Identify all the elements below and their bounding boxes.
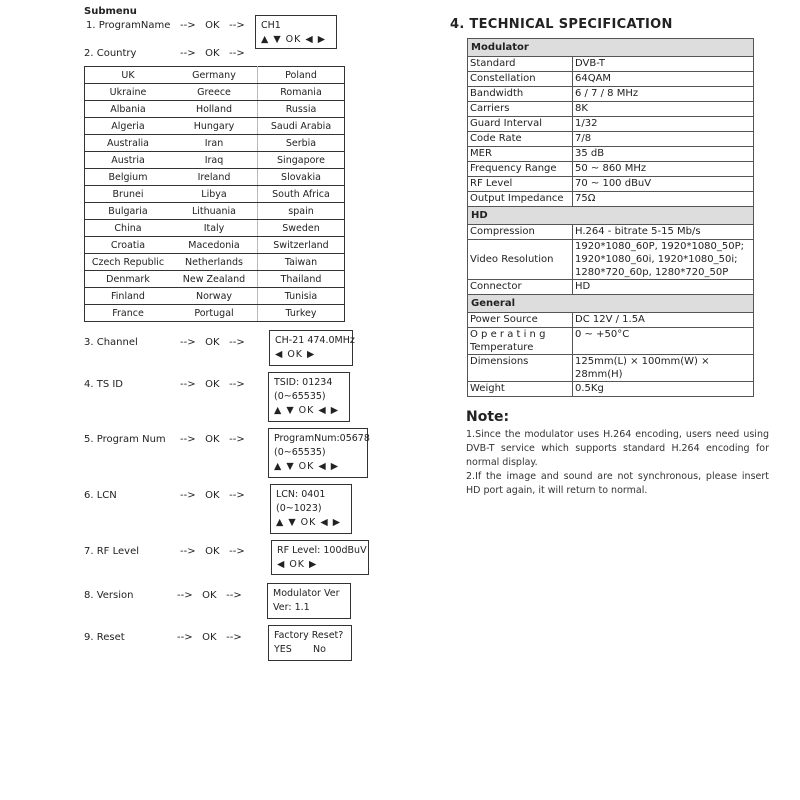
- country-cell: spain: [258, 203, 345, 220]
- country-cell: Libya: [171, 186, 258, 203]
- country-cell: Belgium: [85, 169, 172, 186]
- lcd-lcn: [270, 484, 352, 534]
- lcd-range: (0~65535): [274, 391, 326, 402]
- spec-row: [468, 328, 754, 355]
- spec-row: [468, 147, 754, 162]
- country-row: [85, 67, 345, 84]
- lcd-controls: ▲ ▼ OK ◀ ▶: [261, 34, 327, 45]
- country-cell: Switzerland: [258, 237, 345, 254]
- country-cell: Ireland: [171, 169, 258, 186]
- lcd-controls: ▲ ▼ OK ◀ ▶: [274, 461, 340, 472]
- country-cell: Serbia: [258, 135, 345, 152]
- spec-row: [468, 102, 754, 117]
- spec-key: Compression: [468, 225, 573, 240]
- country-cell: Brunei: [85, 186, 172, 203]
- country-cell: UK: [85, 67, 172, 84]
- spec-group-modulator: [468, 39, 754, 57]
- spec-value: DVB-T: [573, 57, 754, 72]
- country-row: [85, 186, 345, 203]
- country-row: [85, 101, 345, 118]
- spec-row: [468, 57, 754, 72]
- arrow-ok: --> OK -->: [180, 48, 245, 59]
- note-title: Note:: [466, 409, 510, 425]
- menu-item-lcn: 6. LCN: [84, 490, 117, 501]
- menu-item-channel: 3. Channel: [84, 337, 138, 348]
- spec-key: Connector: [468, 280, 573, 295]
- arrow-ok: --> OK -->: [180, 546, 245, 557]
- country-cell: China: [85, 220, 172, 237]
- spec-row: [468, 72, 754, 87]
- country-row: [85, 152, 345, 169]
- spec-row: [468, 192, 754, 207]
- arrow-ok: --> OK -->: [180, 379, 245, 390]
- country-cell: Turkey: [258, 305, 345, 322]
- spec-group-general: [468, 295, 754, 313]
- spec-row: [468, 240, 754, 280]
- spec-row: [468, 87, 754, 102]
- country-row: [85, 305, 345, 322]
- spec-key: O p e r a t i n g Temperature: [468, 328, 573, 355]
- lcd-program-name: [255, 15, 337, 49]
- spec-group-header: HD: [468, 207, 754, 225]
- spec-row: [468, 313, 754, 328]
- spec-value: 0 ~ +50°C: [573, 328, 754, 355]
- lcd-ts-id: [268, 372, 350, 422]
- spec-value: 35 dB: [573, 147, 754, 162]
- spec-value: 125mm(L) × 100mm(W) × 28mm(H): [573, 355, 754, 382]
- spec-value: 6 / 7 / 8 MHz: [573, 87, 754, 102]
- section-title: 4. TECHNICAL SPECIFICATION: [450, 17, 673, 32]
- submenu-title: Submenu: [84, 6, 137, 17]
- country-cell: Tunisia: [258, 288, 345, 305]
- spec-row: [468, 382, 754, 397]
- country-cell: France: [85, 305, 172, 322]
- spec-value: 50 ~ 860 MHz: [573, 162, 754, 177]
- spec-group-header: General: [468, 295, 754, 313]
- country-cell: Australia: [85, 135, 172, 152]
- country-cell: Bulgaria: [85, 203, 172, 220]
- spec-key: Bandwidth: [468, 87, 573, 102]
- country-row: [85, 84, 345, 101]
- spec-row: [468, 355, 754, 382]
- menu-item-version: 8. Version: [84, 590, 134, 601]
- country-cell: Croatia: [85, 237, 172, 254]
- country-cell: Norway: [171, 288, 258, 305]
- menu-item-ts-id: 4. TS ID: [84, 379, 124, 390]
- spec-value: 1/32: [573, 117, 754, 132]
- spec-value: DC 12V / 1.5A: [573, 313, 754, 328]
- spec-value: 70 ~ 100 dBuV: [573, 177, 754, 192]
- lcd-controls: ▲ ▼ OK ◀ ▶: [276, 517, 342, 528]
- country-cell: Sweden: [258, 220, 345, 237]
- country-cell: Slovakia: [258, 169, 345, 186]
- country-cell: Thailand: [258, 271, 345, 288]
- country-cell: Austria: [85, 152, 172, 169]
- spec-key: Power Source: [468, 313, 573, 328]
- spec-key: Output Impedance: [468, 192, 573, 207]
- lcd-program-num: [268, 428, 368, 478]
- country-cell: Holland: [171, 101, 258, 118]
- spec-key: RF Level: [468, 177, 573, 192]
- country-cell: Iraq: [171, 152, 258, 169]
- lcd-controls: ◀ OK ▶: [275, 349, 316, 360]
- country-row: [85, 220, 345, 237]
- lcd-line: CH-21 474.0MHz: [275, 335, 355, 346]
- country-cell: Romania: [258, 84, 345, 101]
- country-row: [85, 254, 345, 271]
- arrow-ok: --> OK -->: [180, 490, 245, 501]
- lcd-line: LCN: 0401: [276, 489, 326, 500]
- arrow-ok: --> OK -->: [180, 20, 245, 31]
- country-row: [85, 203, 345, 220]
- spec-value: 64QAM: [573, 72, 754, 87]
- spec-key: Frequency Range: [468, 162, 573, 177]
- lcd-line: YES No: [274, 644, 326, 655]
- country-row: [85, 288, 345, 305]
- lcd-range: (0~1023): [276, 503, 322, 514]
- menu-item-rf-level: 7. RF Level: [84, 546, 139, 557]
- country-cell: Taiwan: [258, 254, 345, 271]
- note-paragraph: 1.Since the modulator uses H.264 encoding, users need using DVB-T service which supports standard H.264 encoding for normal display.: [466, 429, 769, 468]
- spec-table: [467, 38, 754, 397]
- country-cell: Finland: [85, 288, 172, 305]
- menu-item-country: 2. Country: [84, 48, 137, 59]
- spec-value: 75Ω: [573, 192, 754, 207]
- lcd-reset: [268, 625, 352, 661]
- arrow-ok: --> OK -->: [180, 337, 245, 348]
- country-cell: Italy: [171, 220, 258, 237]
- country-cell: South Africa: [258, 186, 345, 203]
- spec-row: [468, 280, 754, 295]
- spec-group-header: Modulator: [468, 39, 754, 57]
- spec-value: 1920*1080_60P, 1920*1080_50P; 1920*1080_60i, 1920*1080_50i; 1280*720_60p, 1280*720_50P: [573, 240, 754, 280]
- spec-value: 0.5Kg: [573, 382, 754, 397]
- country-cell: Saudi Arabia: [258, 118, 345, 135]
- country-cell: Singapore: [258, 152, 345, 169]
- country-cell: Russia: [258, 101, 345, 118]
- spec-group-hd: [468, 207, 754, 225]
- lcd-line: Modulator Ver: [273, 588, 340, 599]
- country-row: [85, 135, 345, 152]
- country-cell: Netherlands: [171, 254, 258, 271]
- lcd-rf-level: [271, 540, 369, 575]
- country-cell: Albania: [85, 101, 172, 118]
- country-cell: Poland: [258, 67, 345, 84]
- spec-key: Weight: [468, 382, 573, 397]
- lcd-line: Ver: 1.1: [273, 602, 310, 613]
- spec-key: Dimensions: [468, 355, 573, 382]
- spec-value: H.264 - bitrate 5-15 Mb/s: [573, 225, 754, 240]
- spec-row: [468, 162, 754, 177]
- menu-item-program-name: 1. ProgramName: [86, 20, 171, 31]
- country-row: [85, 237, 345, 254]
- lcd-controls: ▲ ▼ OK ◀ ▶: [274, 405, 340, 416]
- spec-key: Video Resolution: [468, 240, 573, 280]
- lcd-line: CH1: [261, 20, 281, 31]
- arrow-ok: --> OK -->: [180, 434, 245, 445]
- spec-value: 8K: [573, 102, 754, 117]
- country-row: [85, 118, 345, 135]
- spec-key: Constellation: [468, 72, 573, 87]
- lcd-line: TSID: 01234: [274, 377, 333, 388]
- spec-row: [468, 225, 754, 240]
- country-cell: Greece: [171, 84, 258, 101]
- country-cell: Czech Republic: [85, 254, 172, 271]
- menu-item-reset: 9. Reset: [84, 632, 125, 643]
- country-cell: Hungary: [171, 118, 258, 135]
- country-cell: Portugal: [171, 305, 258, 322]
- country-cell: Iran: [171, 135, 258, 152]
- lcd-line: Factory Reset?: [274, 630, 344, 641]
- menu-item-program-num: 5. Program Num: [84, 434, 166, 445]
- spec-row: [468, 117, 754, 132]
- spec-key: Standard: [468, 57, 573, 72]
- lcd-channel: [269, 330, 353, 366]
- lcd-line: RF Level: 100dBuV: [277, 545, 367, 556]
- country-cell: Algeria: [85, 118, 172, 135]
- arrow-ok: --> OK -->: [177, 590, 242, 601]
- spec-row: [468, 177, 754, 192]
- lcd-line: ProgramNum:05678: [274, 433, 370, 444]
- lcd-controls: ◀ OK ▶: [277, 559, 318, 570]
- country-cell: Denmark: [85, 271, 172, 288]
- arrow-ok: --> OK -->: [177, 632, 242, 643]
- spec-key: Carriers: [468, 102, 573, 117]
- country-row: [85, 271, 345, 288]
- country-cell: New Zealand: [171, 271, 258, 288]
- country-row: [85, 169, 345, 186]
- country-cell: Ukraine: [85, 84, 172, 101]
- note-paragraph: 2.If the image and sound are not synchronous, please insert HD port again, it will return to normal.: [466, 471, 769, 496]
- spec-row: [468, 132, 754, 147]
- lcd-version: [267, 583, 351, 619]
- spec-value: HD: [573, 280, 754, 295]
- spec-value: 7/8: [573, 132, 754, 147]
- country-table: [84, 66, 345, 322]
- spec-key: Code Rate: [468, 132, 573, 147]
- country-cell: Macedonia: [171, 237, 258, 254]
- spec-key: Guard Interval: [468, 117, 573, 132]
- spec-key: MER: [468, 147, 573, 162]
- lcd-range: (0~65535): [274, 447, 326, 458]
- country-cell: Lithuania: [171, 203, 258, 220]
- country-cell: Germany: [171, 67, 258, 84]
